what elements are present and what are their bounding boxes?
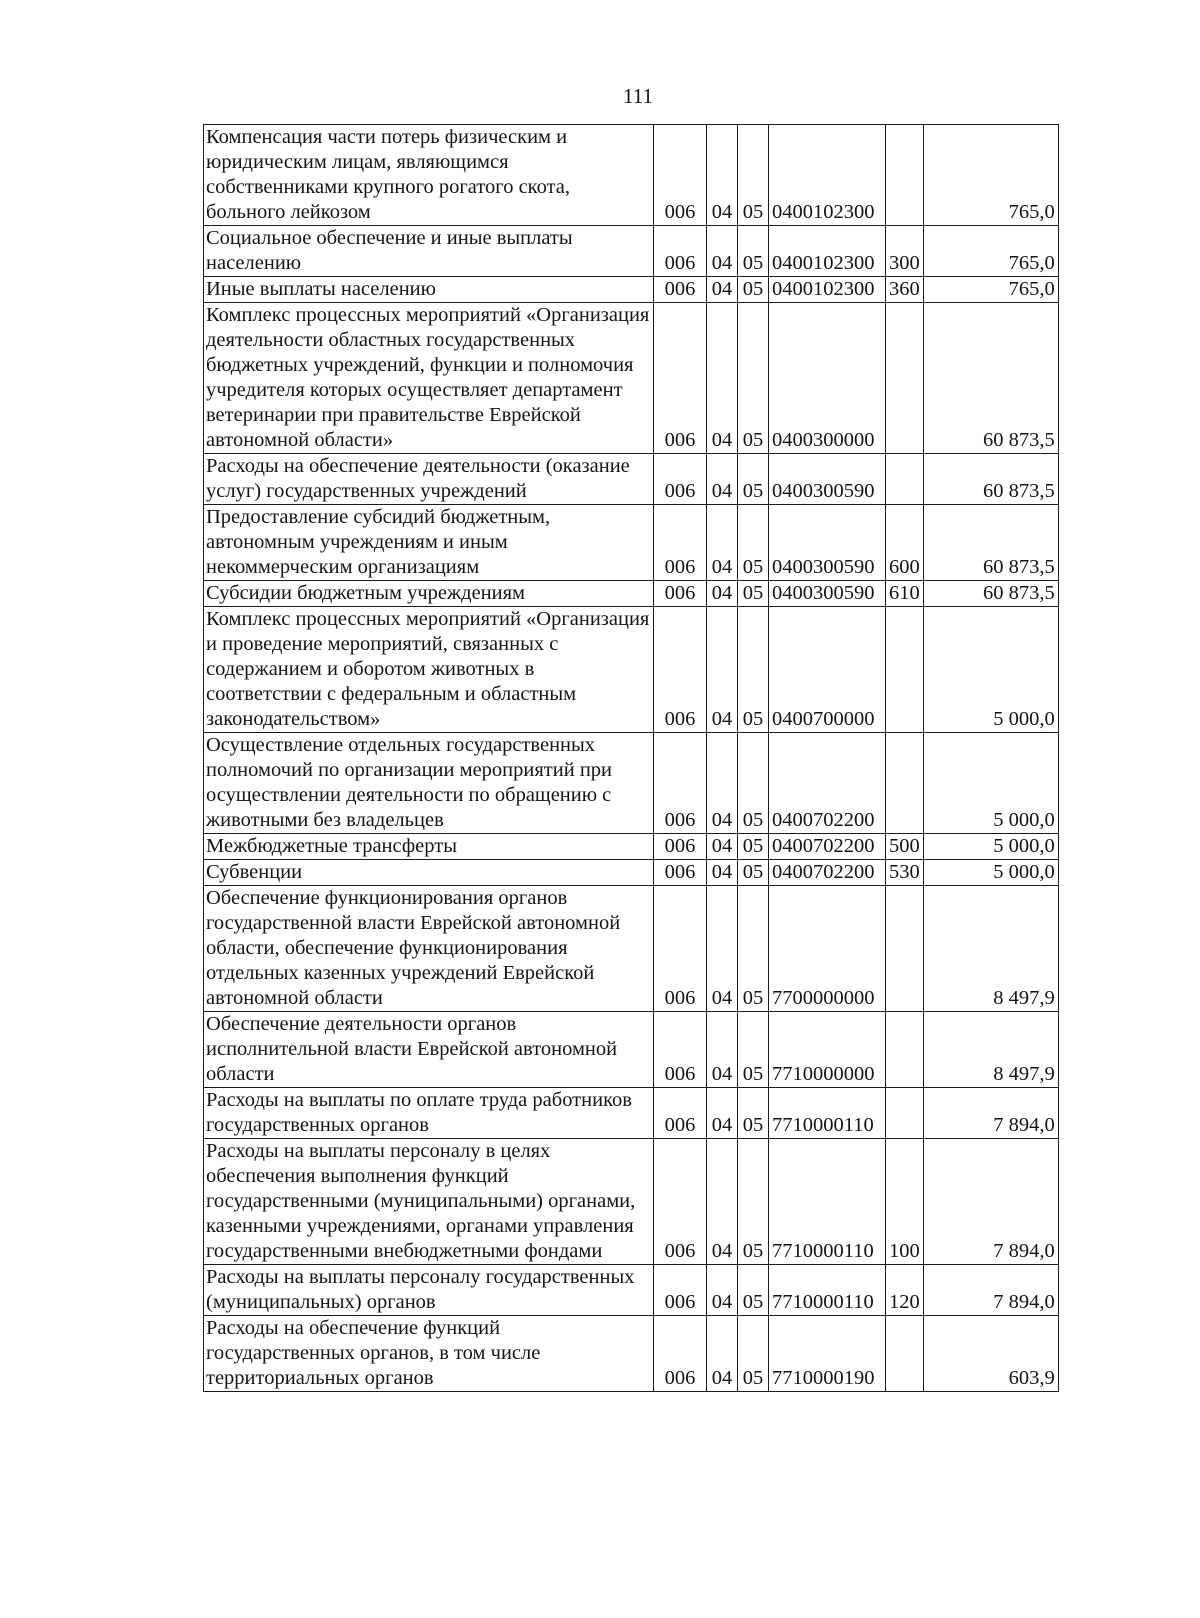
section-code: 04: [707, 733, 738, 834]
section-code: 04: [707, 454, 738, 505]
target-article-code: 0400300590: [769, 454, 886, 505]
amount: 765,0: [923, 277, 1058, 303]
section-code: 04: [707, 505, 738, 581]
subsection-code: 05: [738, 454, 769, 505]
table-row: [204, 733, 1059, 834]
subsection-code: 05: [738, 125, 769, 226]
expense-type-code: [886, 886, 924, 1012]
page-number: 111: [623, 84, 653, 108]
table-row: [204, 303, 1059, 454]
table-row: [204, 1316, 1059, 1392]
subsection-code: 05: [738, 860, 769, 886]
subsection-code: 05: [738, 1012, 769, 1088]
subsection-code: 05: [738, 581, 769, 607]
section-code: 04: [707, 303, 738, 454]
ved-code: 006: [654, 505, 707, 581]
section-code: 04: [707, 860, 738, 886]
section-code: 04: [707, 277, 738, 303]
row-name: Компенсация части потерь физическим и юридическим лицам, являющимся собственниками крупного рогатого скота, больного лейкозом: [204, 125, 654, 226]
target-article-code: 0400300590: [769, 505, 886, 581]
section-code: 04: [707, 226, 738, 277]
section-code: 04: [707, 125, 738, 226]
row-name: Социальное обеспечение и иные выплаты населению: [204, 226, 654, 277]
subsection-code: 05: [738, 1088, 769, 1139]
table-row: [204, 581, 1059, 607]
target-article-code: 0400102300: [769, 125, 886, 226]
target-article-code: 0400700000: [769, 607, 886, 733]
row-name: Обеспечение функционирования органов государственной власти Еврейской автономной области, обеспечение функционирования отдельных казенных учреждений Еврейской автономной области: [204, 886, 654, 1012]
expense-type-code: 300: [886, 226, 924, 277]
subsection-code: 05: [738, 834, 769, 860]
subsection-code: 05: [738, 1316, 769, 1392]
ved-code: 006: [654, 125, 707, 226]
table-row: [204, 834, 1059, 860]
subsection-code: 05: [738, 226, 769, 277]
ved-code: 006: [654, 1088, 707, 1139]
expense-type-code: 500: [886, 834, 924, 860]
ved-code: 006: [654, 733, 707, 834]
ved-code: 006: [654, 303, 707, 454]
amount: 5 000,0: [923, 860, 1058, 886]
table-row: [204, 277, 1059, 303]
subsection-code: 05: [738, 1265, 769, 1316]
budget-table: [203, 124, 1059, 1392]
amount: 5 000,0: [923, 607, 1058, 733]
row-name: Расходы на выплаты персоналу государственных (муниципальных) органов: [204, 1265, 654, 1316]
table-row: [204, 226, 1059, 277]
expense-type-code: 120: [886, 1265, 924, 1316]
table-row: [204, 1088, 1059, 1139]
table-row: [204, 1139, 1059, 1265]
amount: 5 000,0: [923, 733, 1058, 834]
target-article-code: 7710000110: [769, 1088, 886, 1139]
row-name: Расходы на выплаты по оплате труда работников государственных органов: [204, 1088, 654, 1139]
target-article-code: 0400702200: [769, 860, 886, 886]
table-row: [204, 607, 1059, 733]
ved-code: 006: [654, 581, 707, 607]
ved-code: 006: [654, 886, 707, 1012]
table-row: [204, 125, 1059, 226]
row-name: Расходы на выплаты персоналу в целях обеспечения выполнения функций государственными (муниципальными) органами, казенными учреждениями, органами управления государственными внебюджетными фондами: [204, 1139, 654, 1265]
ved-code: 006: [654, 607, 707, 733]
expense-type-code: [886, 1088, 924, 1139]
table-body: [204, 125, 1059, 1392]
amount: 60 873,5: [923, 581, 1058, 607]
target-article-code: 7700000000: [769, 886, 886, 1012]
row-name: Расходы на обеспечение функций государственных органов, в том числе территориальных органов: [204, 1316, 654, 1392]
table-row: [204, 1265, 1059, 1316]
expense-type-code: [886, 607, 924, 733]
expense-type-code: [886, 303, 924, 454]
target-article-code: 0400702200: [769, 733, 886, 834]
expense-type-code: 610: [886, 581, 924, 607]
subsection-code: 05: [738, 886, 769, 1012]
section-code: 04: [707, 1088, 738, 1139]
section-code: 04: [707, 581, 738, 607]
section-code: 04: [707, 1316, 738, 1392]
expense-type-code: [886, 125, 924, 226]
table-row: [204, 886, 1059, 1012]
subsection-code: 05: [738, 1139, 769, 1265]
row-name: Осуществление отдельных государственных полномочий по организации мероприятий при осуществлении деятельности по обращению с животными без владельцев: [204, 733, 654, 834]
expense-type-code: 360: [886, 277, 924, 303]
amount: 765,0: [923, 226, 1058, 277]
table-row: [204, 505, 1059, 581]
amount: 60 873,5: [923, 303, 1058, 454]
ved-code: 006: [654, 1316, 707, 1392]
section-code: 04: [707, 886, 738, 1012]
expense-type-code: [886, 1012, 924, 1088]
ved-code: 006: [654, 834, 707, 860]
subsection-code: 05: [738, 277, 769, 303]
section-code: 04: [707, 834, 738, 860]
ved-code: 006: [654, 226, 707, 277]
row-name: Расходы на обеспечение деятельности (оказание услуг) государственных учреждений: [204, 454, 654, 505]
amount: 8 497,9: [923, 886, 1058, 1012]
ved-code: 006: [654, 1265, 707, 1316]
section-code: 04: [707, 1012, 738, 1088]
amount: 5 000,0: [923, 834, 1058, 860]
amount: 60 873,5: [923, 454, 1058, 505]
expense-type-code: 530: [886, 860, 924, 886]
subsection-code: 05: [738, 733, 769, 834]
expense-type-code: 100: [886, 1139, 924, 1265]
target-article-code: 0400300000: [769, 303, 886, 454]
ved-code: 006: [654, 1012, 707, 1088]
table-row: [204, 860, 1059, 886]
section-code: 04: [707, 1139, 738, 1265]
ved-code: 006: [654, 454, 707, 505]
ved-code: 006: [654, 860, 707, 886]
target-article-code: 7710000000: [769, 1012, 886, 1088]
row-name: Предоставление субсидий бюджетным, автономным учреждениям и иным некоммерческим организациям: [204, 505, 654, 581]
target-article-code: 0400702200: [769, 834, 886, 860]
table-row: [204, 454, 1059, 505]
target-article-code: 7710000110: [769, 1139, 886, 1265]
expense-type-code: [886, 1316, 924, 1392]
amount: 60 873,5: [923, 505, 1058, 581]
amount: 765,0: [923, 125, 1058, 226]
ved-code: 006: [654, 1139, 707, 1265]
amount: 8 497,9: [923, 1012, 1058, 1088]
target-article-code: 0400300590: [769, 581, 886, 607]
target-article-code: 0400102300: [769, 226, 886, 277]
ved-code: 006: [654, 277, 707, 303]
row-name: Комплекс процессных мероприятий «Организация и проведение мероприятий, связанных с содержанием и оборотом животных в соответствии с федеральным и областным законодательством»: [204, 607, 654, 733]
amount: 7 894,0: [923, 1139, 1058, 1265]
row-name: Межбюджетные трансферты: [204, 834, 654, 860]
subsection-code: 05: [738, 303, 769, 454]
expense-type-code: [886, 454, 924, 505]
amount: 603,9: [923, 1316, 1058, 1392]
section-code: 04: [707, 1265, 738, 1316]
amount: 7 894,0: [923, 1265, 1058, 1316]
subsection-code: 05: [738, 607, 769, 733]
target-article-code: 7710000190: [769, 1316, 886, 1392]
section-code: 04: [707, 607, 738, 733]
row-name: Субвенции: [204, 860, 654, 886]
row-name: Обеспечение деятельности органов исполнительной власти Еврейской автономной области: [204, 1012, 654, 1088]
target-article-code: 0400102300: [769, 277, 886, 303]
expense-type-code: [886, 733, 924, 834]
row-name: Иные выплаты населению: [204, 277, 654, 303]
subsection-code: 05: [738, 505, 769, 581]
table-row: [204, 1012, 1059, 1088]
row-name: Комплекс процессных мероприятий «Организация деятельности областных государственных бюджетных учреждений, функции и полномочия учредителя которых осуществляет департамент ветеринарии при правительстве Еврейской автономной области»: [204, 303, 654, 454]
expense-type-code: 600: [886, 505, 924, 581]
row-name: Субсидии бюджетным учреждениям: [204, 581, 654, 607]
amount: 7 894,0: [923, 1088, 1058, 1139]
target-article-code: 7710000110: [769, 1265, 886, 1316]
